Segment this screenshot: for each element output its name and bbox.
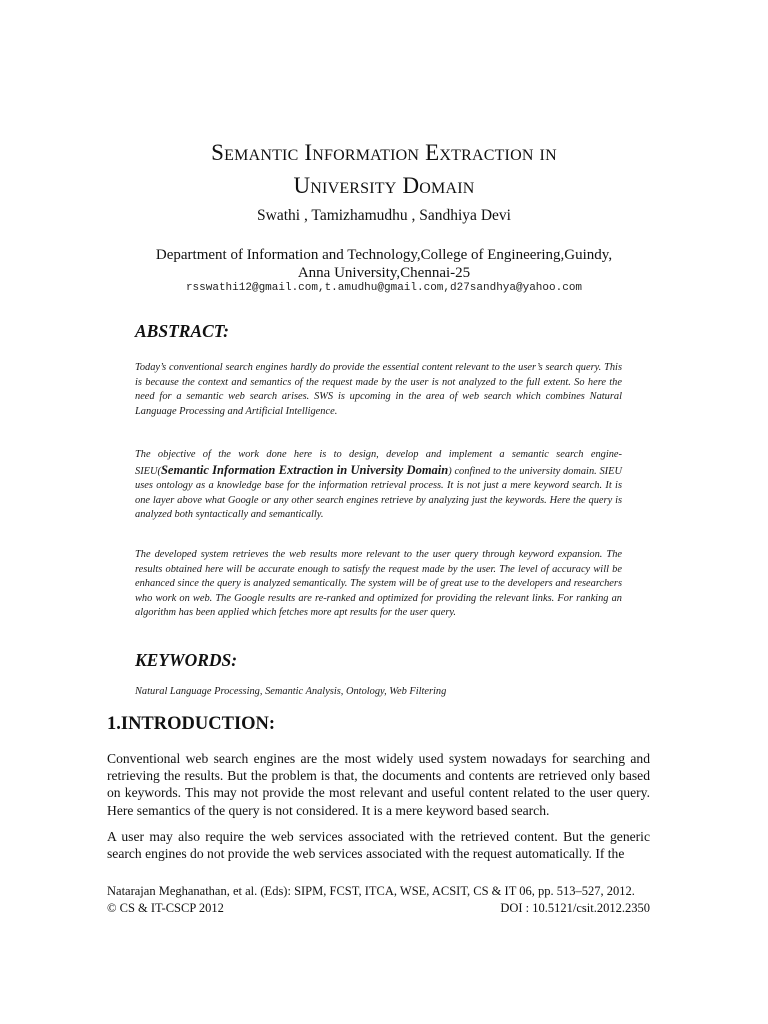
footer-citation: Natarajan Meghanathan, et al. (Eds): SIPM, FCST, ITCA, WSE, ACSIT, CS & IT 06, pp. 513–527, 2012. [107, 884, 635, 898]
keywords-heading: KEYWORDS: [135, 650, 238, 670]
paper-title [0, 136, 768, 202]
introduction-paragraph-1: Conventional web search engines are the most widely used system nowadays for searching and retrieving the results. But the problem is that, the documents and contents are retrieved only based on keywords. This may not provide the most relevant and useful content related to the user query. Here semantics of the query is not considered. It is a mere keyword based search. [107, 751, 650, 818]
affiliation [0, 246, 768, 282]
affiliation-line-1: Department of Information and Technology,College of Engineering,Guindy, [155, 247, 613, 263]
abstract-paragraph-1: Today’s conventional search engines hardly do provide the essential content relevant to the user’s search query. This is because the context and semantics of the request made by the user is not analyzed to the full extent. So here the need for a semantic web search arises. SWS is upcoming in the area of web search which combines Natural Language Processing and Artificial Intelligence. [135, 362, 622, 417]
footer-doi: DOI : 10.5121/csit.2012.2350 [500, 901, 650, 915]
abstract-p2-emphasis: Semantic Information Extraction in University Domain [160, 462, 449, 477]
keywords-list: Natural Language Processing, Semantic Analysis, Ontology, Web Filtering [135, 686, 447, 697]
abstract-heading: ABSTRACT: [135, 321, 230, 341]
author-list: Swathi , Tamizhamudhu , Sandhiya Devi [257, 207, 511, 224]
introduction-paragraph-2: A user may also require the web services associated with the retrieved content. But the generic search engines do not provide the web services associated with the request automatically. If the [107, 829, 650, 862]
paper-title-line-1: Semantic Information Extraction in [211, 140, 557, 165]
introduction-heading: 1.INTRODUCTION: [107, 714, 276, 734]
abstract-paragraph-2 [135, 448, 622, 523]
footer-copyright: © CS & IT-CSCP 2012 [107, 901, 224, 915]
affiliation-line-2: Anna University,Chennai-25 [297, 265, 471, 281]
abstract-p2-start: The objective of the work done here is to design, develop and implement a semantic search engine- SIEU( [135, 449, 622, 477]
abstract-paragraph-3: The developed system retrieves the web results more relevant to the user query through keyword expansion. The results obtained here will be accurate enough to satisfy the request made by the user. The level of accuracy will be enhanced since the query is analyzed semantically. The system will be of great use to the developers and researchers who work on web. The Google results are re-ranked and optimized for providing the relevant links. For ranking an algorithm has been applied which fetches more apt results for the user query. [135, 549, 622, 619]
author-emails: rsswathi12@gmail.com,t.amudhu@gmail.com,d27sandhya@yahoo.com [185, 282, 583, 294]
paper-title-line-2: University Domain [293, 173, 475, 198]
abstract-p2-end: ) confined to the university domain. SIEU uses ontology as a knowledge base for the information retrieval process. It is not just a mere keyword search. It is one layer above what Google or any other search engines retrieve by analyzing just the keywords. Here the query is analyzed both syntactically and semantically. [135, 465, 622, 521]
